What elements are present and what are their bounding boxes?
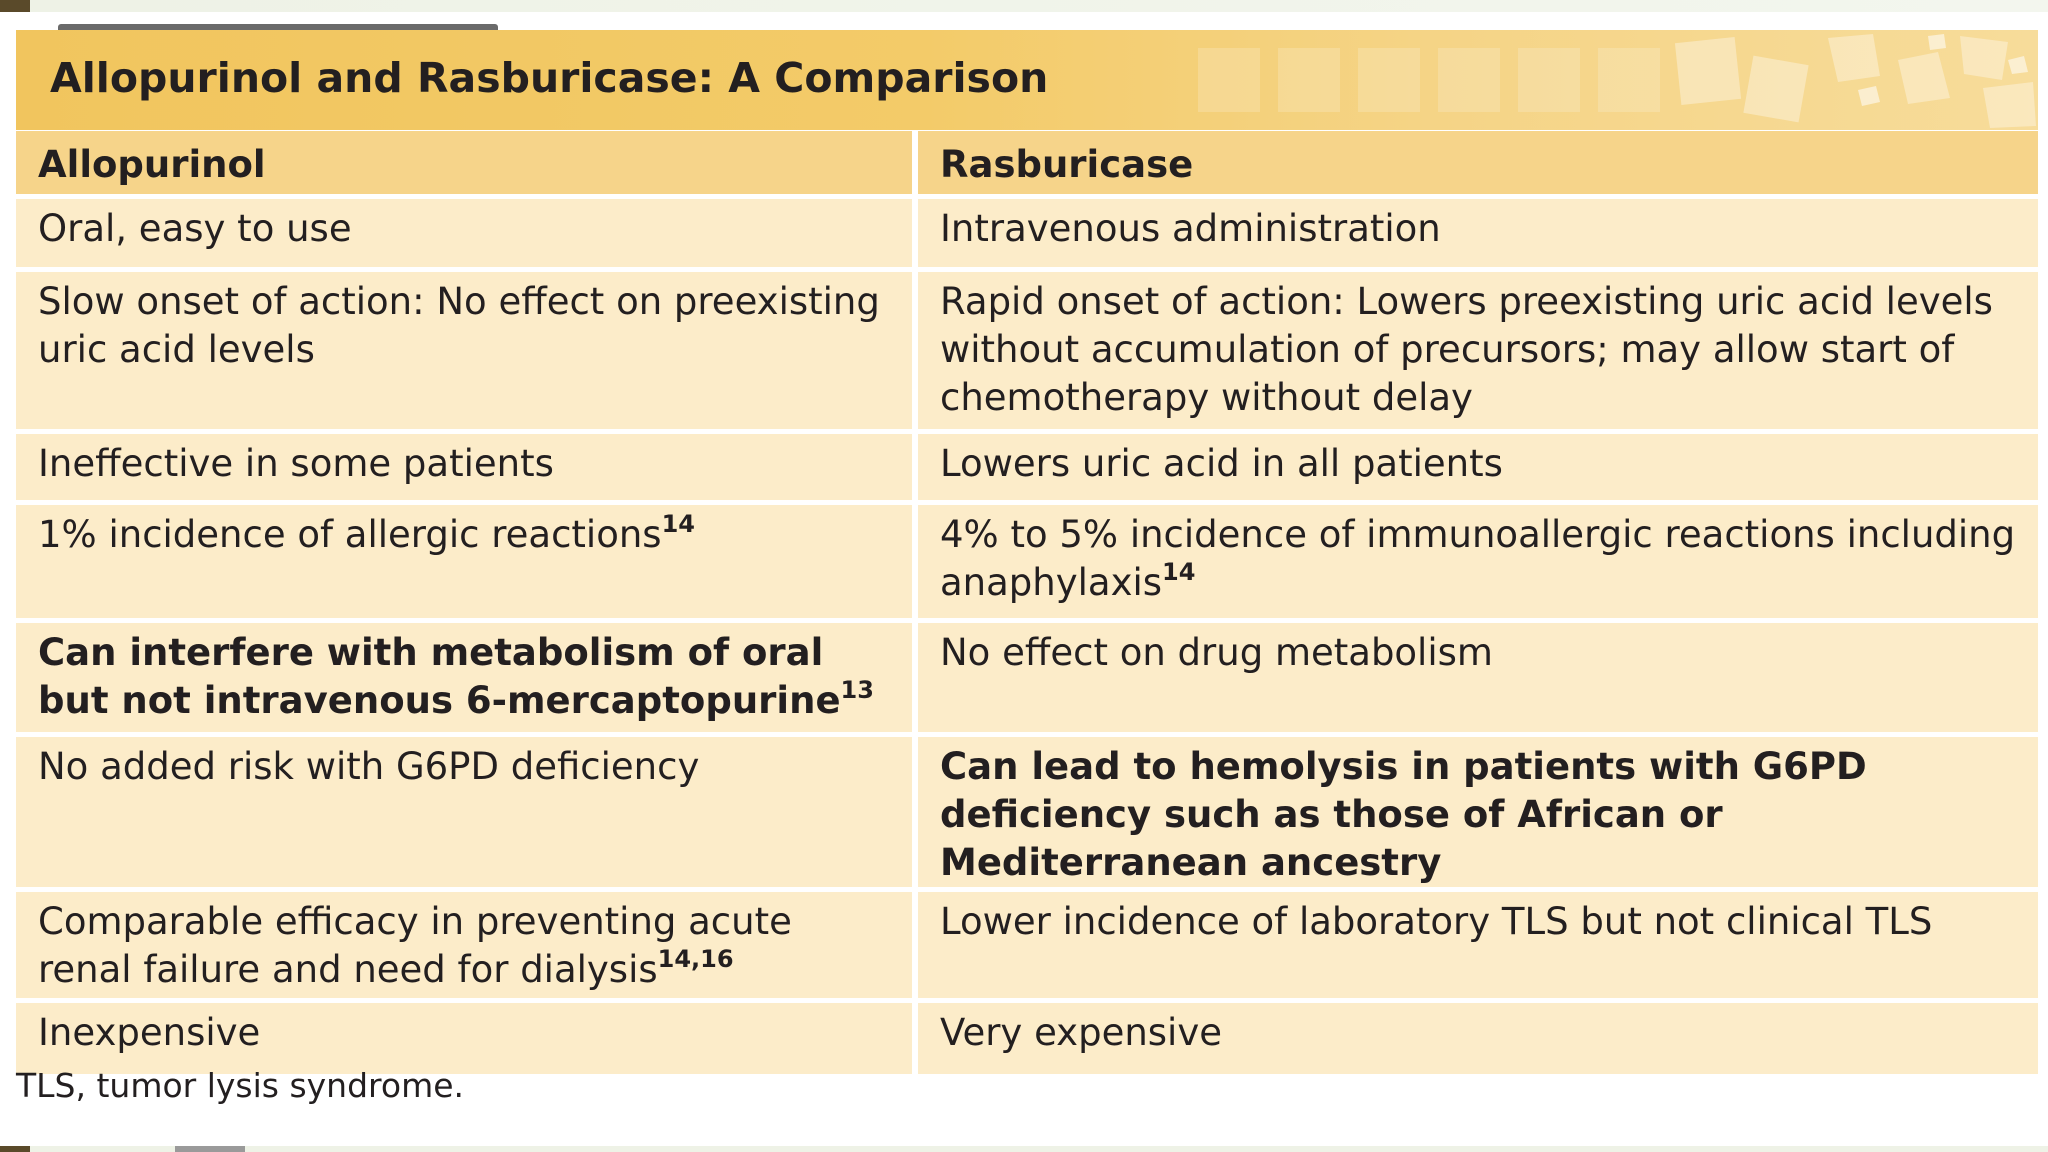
comparison-table	[16, 131, 2038, 1079]
table-row	[16, 434, 2038, 505]
rasburicase-cell	[918, 737, 2038, 892]
table-title: Allopurinol and Rasburicase: A Comparison	[50, 54, 1049, 102]
allopurinol-cell	[16, 434, 918, 505]
cell-text: Intravenous administration	[940, 207, 1441, 250]
citation: 14	[661, 510, 695, 538]
rasburicase-cell	[918, 1003, 2038, 1079]
cell-text: Ineffective in some patients	[38, 442, 554, 485]
cell-text: 4% to 5% incidence of immunoallergic reactions including anaphylaxis	[940, 513, 2016, 604]
allopurinol-cell	[16, 737, 918, 892]
allopurinol-cell	[16, 623, 918, 737]
rasburicase-cell	[918, 199, 2038, 272]
cell-text: Lower incidence of laboratory TLS but not clinical TLS	[940, 900, 1933, 943]
header-row	[16, 131, 2038, 199]
rasburicase-cell	[918, 272, 2038, 434]
title-bar	[16, 30, 2038, 130]
cell-text: Lowers uric acid in all patients	[940, 442, 1503, 485]
rasburicase-cell	[918, 623, 2038, 737]
decorative-squares-icon	[1138, 30, 2038, 130]
table-row	[16, 505, 2038, 623]
rasburicase-cell	[918, 434, 2038, 505]
table-row	[16, 737, 2038, 892]
cell-text: Inexpensive	[38, 1011, 261, 1054]
column-header-rasburicase: Rasburicase	[918, 131, 2038, 199]
cell-text: Slow onset of action: No effect on preexisting uric acid levels	[38, 280, 880, 371]
cell-text: Rapid onset of action: Lowers preexisting uric acid levels without accumulation of precursors; may allow start of chemotherapy without delay	[940, 280, 1993, 419]
cell-text: No added risk with G6PD deficiency	[38, 745, 700, 788]
cell-text: Can lead to hemolysis in patients with G6PD deficiency such as those of African or Mediterranean ancestry	[940, 745, 1867, 884]
cell-text: Can interfere with metabolism of oral but not intravenous 6-mercaptopurine	[38, 631, 841, 722]
allopurinol-cell	[16, 892, 918, 1003]
table-row	[16, 272, 2038, 434]
column-header-allopurinol: Allopurinol	[16, 131, 918, 199]
citation: 13	[840, 676, 874, 704]
top-border-strip	[0, 0, 2048, 12]
table-row	[16, 892, 2038, 1003]
allopurinol-cell	[16, 272, 918, 434]
bottom-border-strip	[0, 1146, 2048, 1152]
cell-text: 1% incidence of allergic reactions	[38, 513, 662, 556]
cell-text: No effect on drug metabolism	[940, 631, 1493, 674]
citation: 14	[1162, 558, 1196, 586]
cell-text: Very expensive	[940, 1011, 1222, 1054]
table-footnote: TLS, tumor lysis syndrome.	[16, 1066, 465, 1105]
allopurinol-cell	[16, 505, 918, 623]
cell-text: Comparable efficacy in preventing acute renal failure and need for dialysis	[38, 900, 792, 991]
citation: 14,16	[657, 945, 734, 973]
cell-text: Oral, easy to use	[38, 207, 352, 250]
table-row	[16, 623, 2038, 737]
allopurinol-cell	[16, 199, 918, 272]
rasburicase-cell	[918, 892, 2038, 1003]
table-row	[16, 199, 2038, 272]
rasburicase-cell	[918, 505, 2038, 623]
bottom-accent-mark	[175, 1146, 245, 1152]
